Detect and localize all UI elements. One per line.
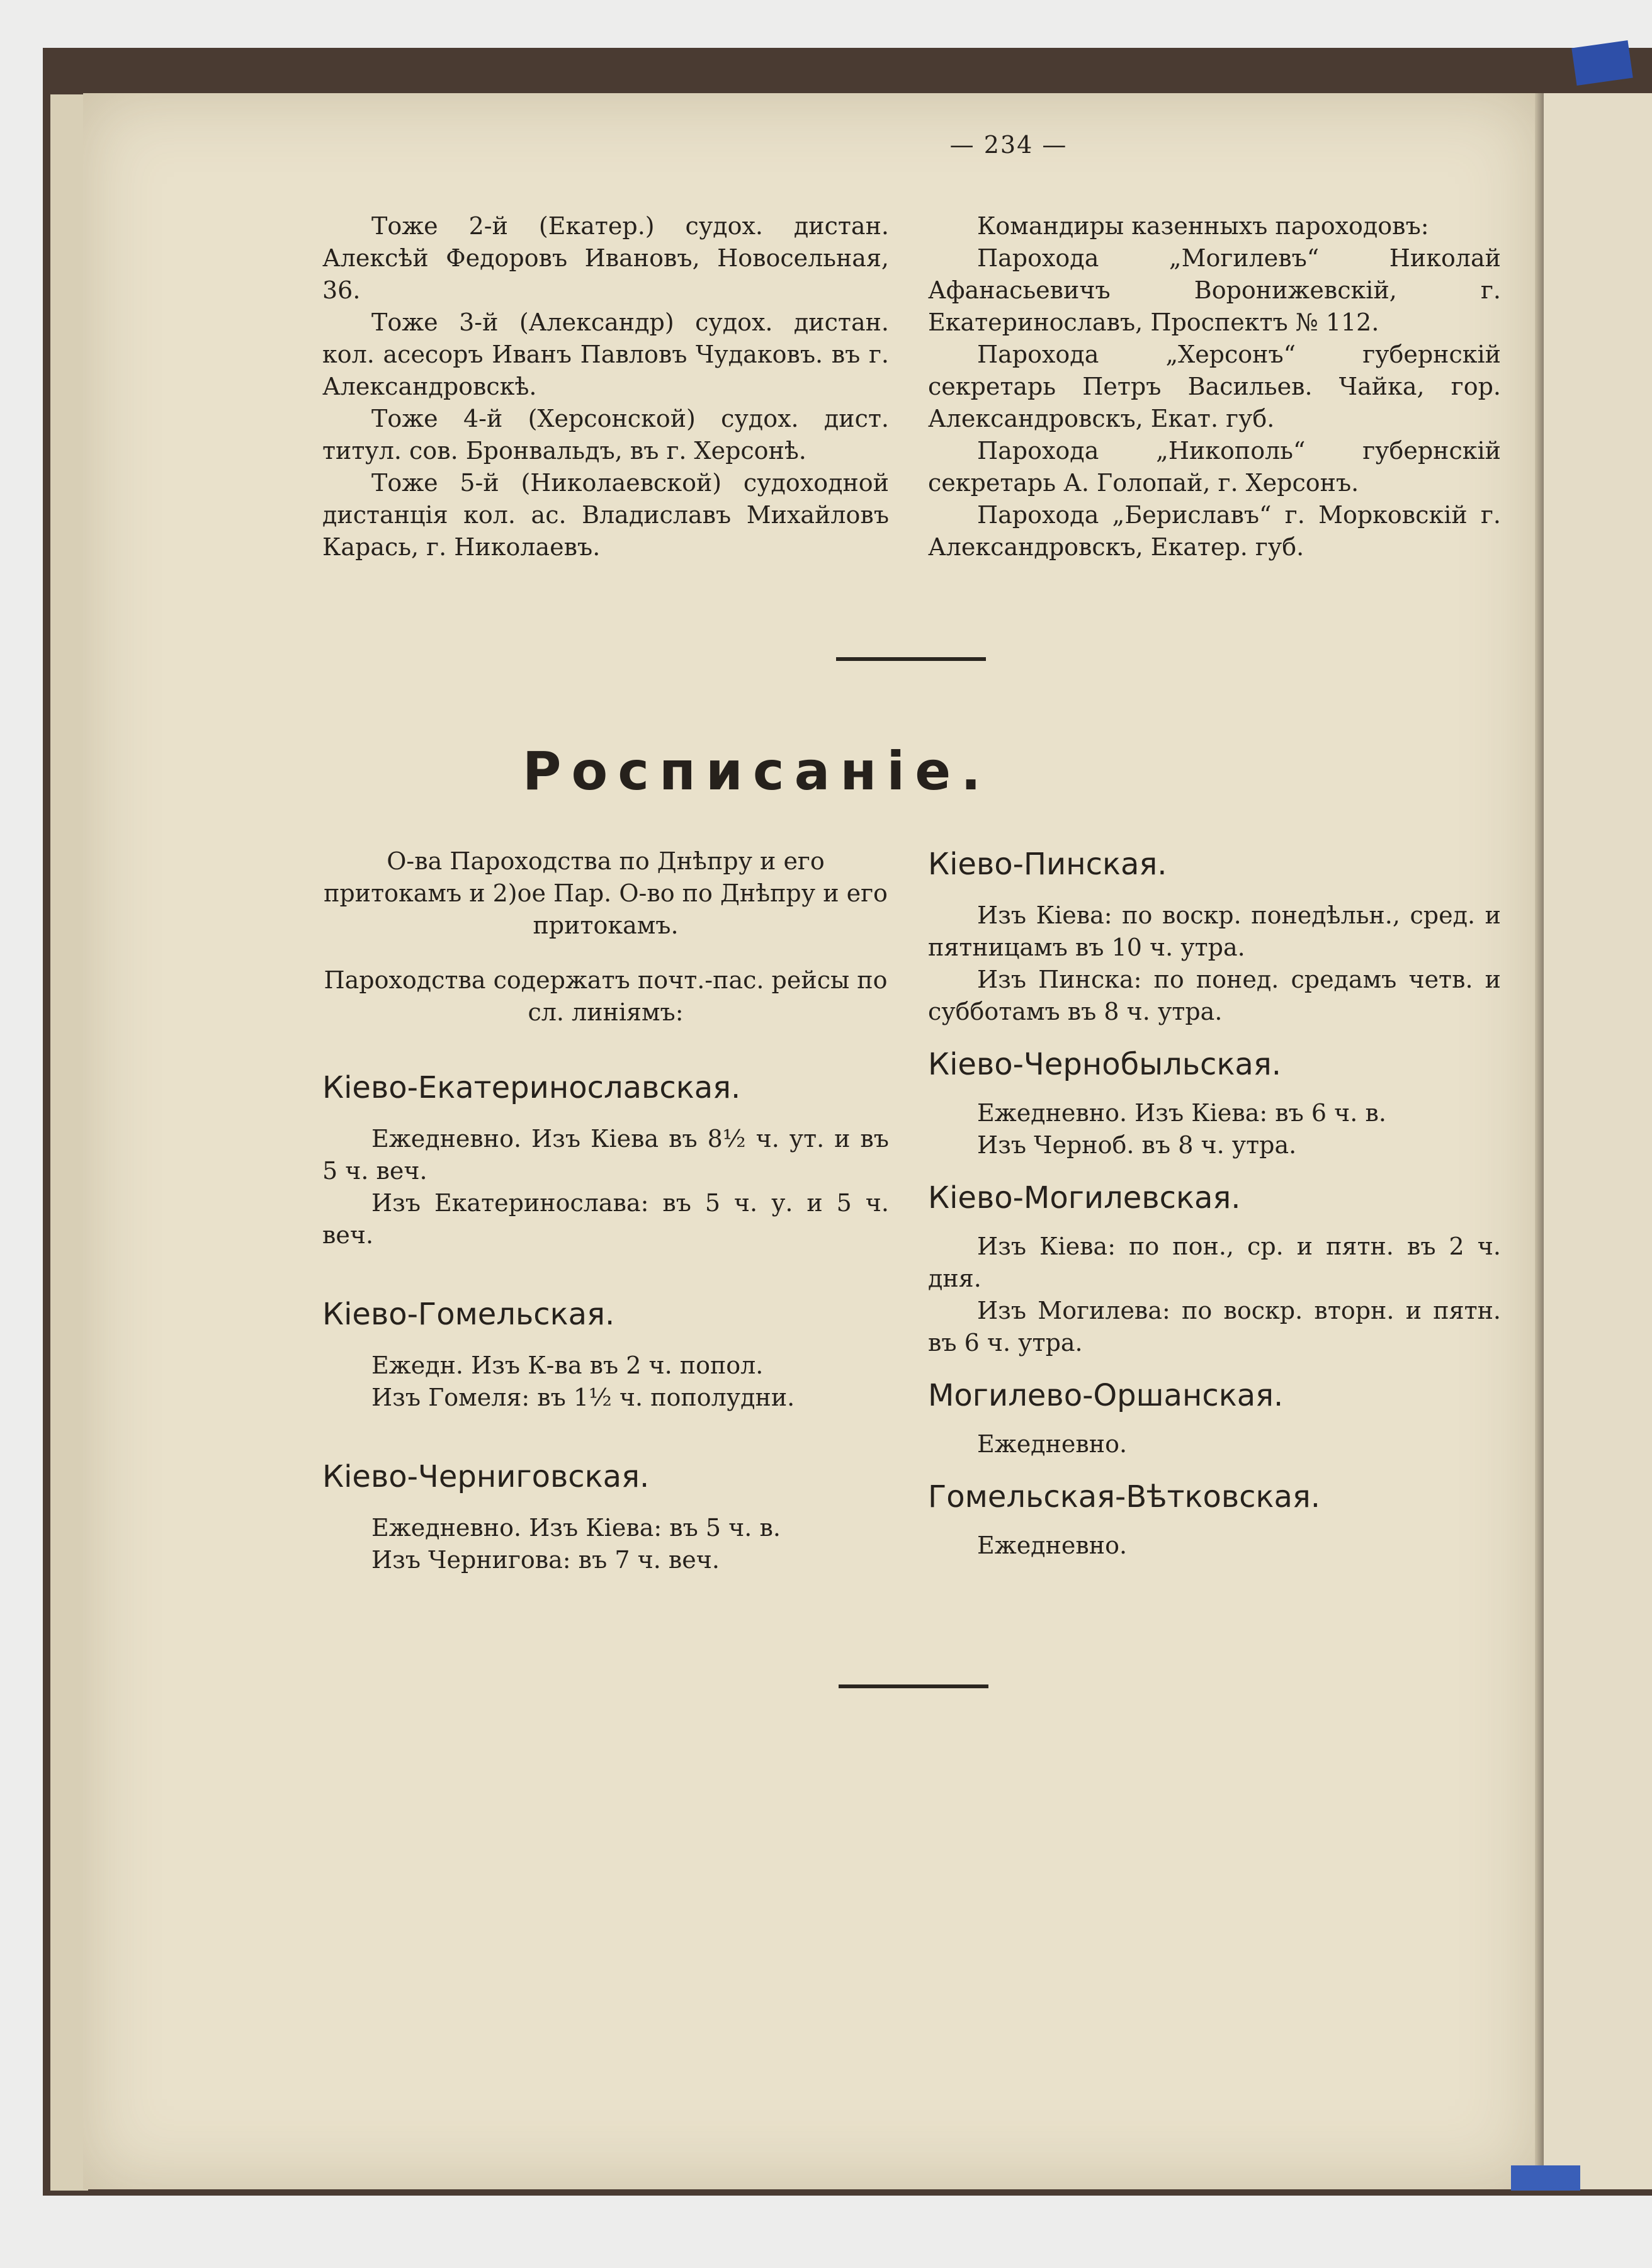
route-block	[928, 1179, 1501, 1359]
schedule-column-right	[928, 845, 1501, 1562]
route-title: Кіево-Могилевская.	[928, 1180, 1241, 1216]
route-block	[322, 1069, 889, 1251]
route-schedule-line: Ежедневно. Изъ Кіева: въ 5 ч. в.	[371, 1514, 781, 1542]
route-schedule-line: Ежедневно.	[977, 1430, 1128, 1458]
commander-entry: Парохода „Бериславъ“ г. Морковскій г. Александровскъ, Екатер. губ.	[928, 501, 1501, 561]
commander-entry: Парохода „Могилевъ“ Николай Афанасьевичъ Воронижевскій, г. Екатеринославъ, Проспектъ № 112.	[928, 244, 1501, 336]
official-entry: Тоже 3-й (Александр) судох. дистан. кол. асесоръ Иванъ Павловъ Чудаковъ. въ г. Александровскѣ.	[322, 308, 889, 400]
section-divider-bottom	[839, 1684, 988, 1688]
route-title: Кіево-Черниговская.	[322, 1459, 650, 1494]
commanders-heading: Командиры казенныхъ пароходовъ:	[977, 212, 1429, 240]
official-entry: Тоже 2-й (Екатер.) судох. дистан. Алексѣй Федоровъ Ивановъ, Новосельная, 36.	[322, 212, 889, 304]
route-block	[322, 1295, 889, 1414]
book-page	[83, 93, 1539, 2189]
route-schedule-line: Изъ Кіева: по воскр. понедѣльн., сред. и пятницамъ въ 10 ч. утра.	[928, 901, 1501, 961]
commanders-column-right	[928, 210, 1501, 563]
adjacent-page-edge	[1544, 93, 1652, 2189]
schedule-column-left	[322, 845, 889, 1576]
official-entry: Тоже 5-й (Николаевской) судоходной дистанція кол. ас. Владиславъ Михайловъ Карась, г. Николаевъ.	[322, 469, 889, 561]
route-schedule-line: Ежедневно. Изъ Кіева въ 8½ ч. ут. и въ 5 ч. веч.	[322, 1125, 889, 1185]
binding-tape-bottom	[1511, 2165, 1580, 2191]
binding-tape	[1571, 40, 1632, 86]
route-block	[928, 1377, 1501, 1460]
page-stack-edge	[50, 94, 88, 2191]
route-block	[928, 1046, 1501, 1161]
route-schedule-line: Изъ Пинска: по понед. средамъ четв. и субботамъ въ 8 ч. утра.	[928, 966, 1501, 1025]
route-schedule-line: Изъ Гомеля: въ 1½ ч. пополудни.	[371, 1384, 795, 1411]
page-gutter	[1535, 93, 1544, 2189]
route-schedule-line: Ежедневно.	[977, 1532, 1128, 1559]
route-schedule-line: Изъ Екатеринослава: въ 5 ч. у. и 5 ч. веч.	[322, 1189, 889, 1249]
route-title: Кіево-Пинская.	[928, 847, 1167, 882]
route-block	[928, 1478, 1501, 1562]
route-block	[322, 1458, 889, 1576]
route-title: Кіево-Чернобыльская.	[928, 1047, 1281, 1082]
route-schedule-line: Ежедневно. Изъ Кіева: въ 6 ч. в.	[977, 1099, 1386, 1127]
officials-column-left	[322, 210, 889, 563]
schedule-title: Росписаніе.	[522, 740, 992, 802]
company-intro: О-ва Пароходства по Днѣпру и его притокамъ и 2)ое Пар. О-во по Днѣпру и его притокамъ.	[324, 847, 888, 939]
route-title: Гомельская-Вѣтковская.	[928, 1479, 1321, 1515]
commander-entry: Парохода „Никополь“ губернскій секретарь А. Голопай, г. Херсонъ.	[928, 437, 1501, 497]
section-divider-top	[836, 657, 986, 661]
route-schedule-line: Изъ Могилева: по воскр. вторн. и пятн. въ 6 ч. утра.	[928, 1297, 1501, 1357]
route-schedule-line: Изъ Кіева: по пон., ср. и пятн. въ 2 ч. дня.	[928, 1233, 1501, 1292]
commander-entry: Парохода „Херсонъ“ губернскій секретарь Петръ Васильев. Чайка, гор. Александровскъ, Екат. губ.	[928, 341, 1501, 432]
page-number: — 234 —	[949, 131, 1068, 159]
official-entry: Тоже 4-й (Херсонской) судох. дист. титул. сов. Бронвальдъ, въ г. Херсонѣ.	[322, 405, 889, 465]
route-block	[928, 845, 1501, 1028]
route-schedule-line: Изъ Чернигова: въ 7 ч. веч.	[371, 1546, 720, 1574]
route-title: Кіево-Гомельская.	[322, 1297, 615, 1332]
routes-intro: Пароходства содержатъ почт.-пас. рейсы по сл. линіямъ:	[324, 966, 888, 1026]
route-schedule-line: Ежедн. Изъ К-ва въ 2 ч. попол.	[371, 1351, 764, 1379]
route-title: Могилево-Оршанская.	[928, 1378, 1284, 1413]
route-title: Кіево-Екатеринославская.	[322, 1070, 741, 1105]
route-schedule-line: Изъ Черноб. въ 8 ч. утра.	[977, 1131, 1297, 1159]
